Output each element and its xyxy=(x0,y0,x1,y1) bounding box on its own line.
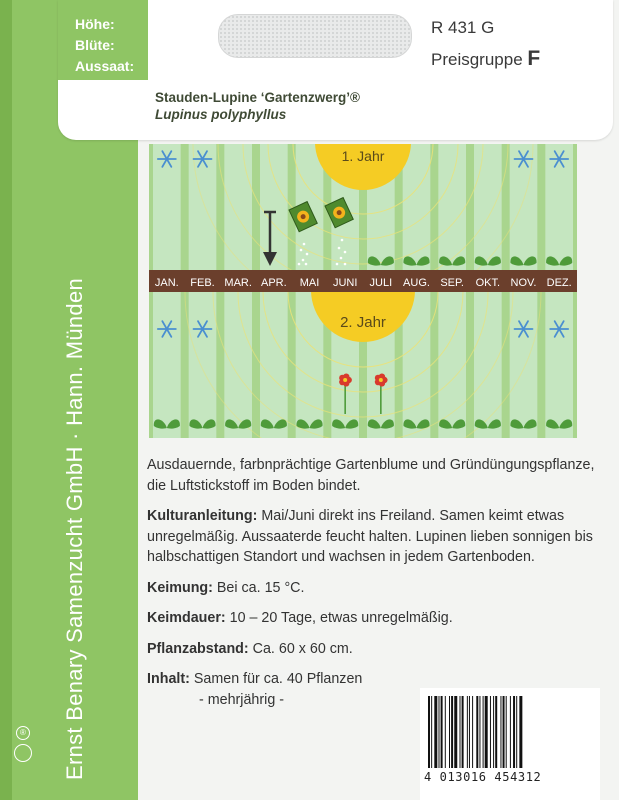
plant-spacing xyxy=(147,639,597,660)
side-stripe xyxy=(0,0,12,800)
year-2-label: 2. Jahr xyxy=(340,314,386,331)
product-name: Stauden-Lupine ‘Gartenzwerg’® xyxy=(155,90,360,105)
culture-instructions xyxy=(147,506,597,568)
contents-sub: - mehrjährig - xyxy=(199,691,285,708)
month-label: DEZ. xyxy=(546,277,572,289)
hang-slot xyxy=(218,14,412,58)
price-group-value: F xyxy=(527,47,541,70)
month-label: MAR. xyxy=(224,277,252,289)
contents-text: Samen für ca. 40 Pflanzen xyxy=(189,671,363,687)
month-label: MAI xyxy=(299,277,320,289)
height-value: 60 cm xyxy=(157,16,197,32)
germination-duration-label: Keimdauer: xyxy=(147,610,226,626)
month-label: JULI xyxy=(369,277,393,289)
month-label: SEP. xyxy=(440,277,464,289)
article-code: R 431 G xyxy=(431,18,495,37)
bloom-value: VI-VII xyxy=(157,37,193,53)
seal-icon xyxy=(14,744,32,762)
plant-spacing-text: Ca. 60 x 60 cm. xyxy=(248,640,353,657)
latin-name: Lupinus polyphyllus xyxy=(155,107,287,122)
company-name: Ernst Benary Samenzucht GmbH · Hann. Münden xyxy=(62,277,87,780)
month-label: AUG. xyxy=(403,277,430,289)
culture-label: Kulturanleitung: xyxy=(147,508,258,524)
germination-text: Bei ca. 15 °C. xyxy=(212,579,305,596)
description xyxy=(147,455,597,710)
germination xyxy=(147,578,597,599)
sowing-value: V-VI xyxy=(157,58,184,74)
month-label: APR. xyxy=(260,277,287,289)
germination-duration xyxy=(147,608,597,629)
month-label: JAN. xyxy=(154,277,179,289)
contents-label: Inhalt: xyxy=(147,671,190,687)
intro-text: Ausdauernde, farbnprächtige Gartenblume und Gründüngungspflanze, die Luftstickstoff im Boden bindet. xyxy=(147,457,595,494)
barcode xyxy=(420,688,600,800)
barcode-bars xyxy=(426,696,594,768)
culture-text: Mai/Juni direkt ins Freiland. Samen keimt etwas unregelmäßig. Aussaaterde feucht halten. Lupinen lieben sonnigen bis halbschattigen Standort und wachsen in jedem Gartenboden. xyxy=(147,508,593,565)
month-label: JUNI xyxy=(332,277,358,289)
germination-label: Keimung: xyxy=(147,579,213,596)
sowing-calendar xyxy=(149,144,577,438)
germination-duration-text: 10 – 20 Tage, etwas unregelmäßig. xyxy=(225,610,453,626)
month-label: FEB. xyxy=(190,277,215,289)
price-group xyxy=(431,47,540,71)
plant-spacing-label: Pflanzabstand: xyxy=(147,640,249,657)
sowing-label: Aussaat: xyxy=(75,58,135,74)
month-label: NOV. xyxy=(510,277,537,289)
month-label: OKT. xyxy=(475,277,501,289)
barcode-number: 4 013016 454312 xyxy=(424,770,542,784)
year-1-label: 1. Jahr xyxy=(341,148,385,164)
price-group-label: Preisgruppe xyxy=(431,50,523,69)
contents xyxy=(147,669,597,690)
bloom-label: Blüte: xyxy=(75,37,115,53)
height-label: Höhe: xyxy=(75,16,115,32)
registered-icon: ® xyxy=(16,726,30,740)
